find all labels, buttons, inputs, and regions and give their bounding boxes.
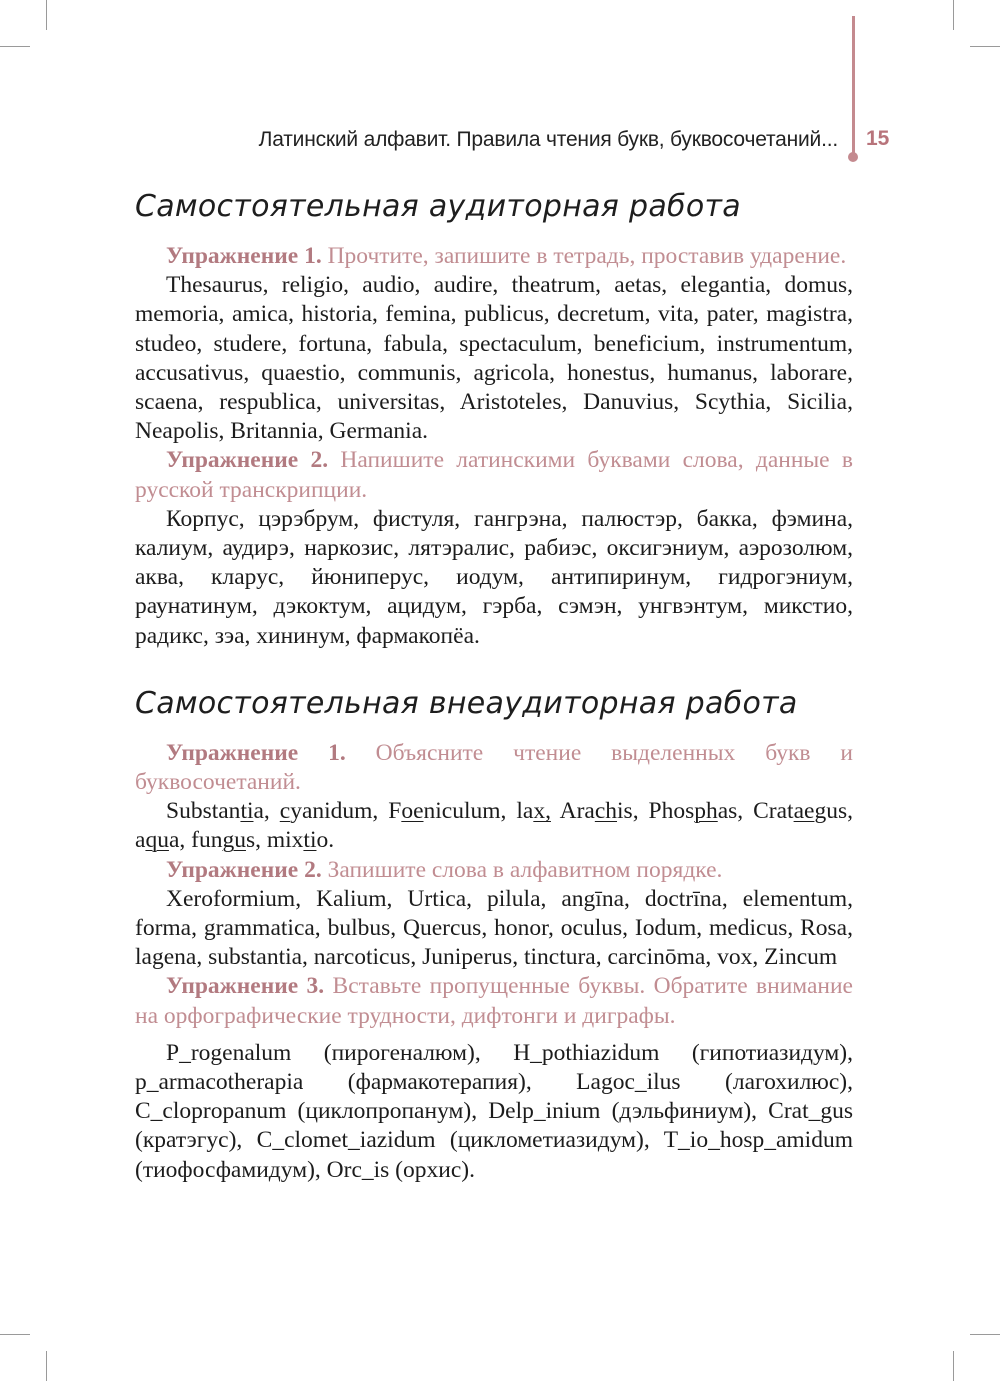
highlighted-letters: x,: [533, 798, 551, 825]
exercise-label: Упражнение 2.: [166, 447, 329, 474]
exercise-body: Thesaurus, religio, audio, audire, theatrum, aetas, elegantia, domus, memoria, amica, historia, femina, publicus, decretum, vita, pater, magistra, studeo, studere, fortuna, fabula, spectaculum, beneficium, instrumentum, accusativus, quaestio, communis, agricola, honestus, humanus, laborare, scaena, respublica, universitas, Aristoteles, Danuvius, Scythia, Sicilia, Neapolis, Britannia, Germania.: [135, 272, 853, 445]
latin-word: Crataegus,: [753, 798, 853, 825]
crop-mark: [953, 1351, 954, 1381]
running-head: Латинский алфавит. Правила чтения букв, буквосочетаний...: [258, 128, 838, 151]
crop-mark: [0, 46, 30, 47]
exercise-body-underlined: [135, 797, 853, 855]
highlighted-letters: ch: [594, 798, 618, 825]
exercise-body: Корпус, цэрэбрум, фистуля, гангрэна, палюстэр, бакка, фэмина, калиум, аудирэ, наркозис, лятэралис, рабиэс, оксигэниум, аэрозолюм, аква, кларус, йюниперус, иодум, антипиринум, гидрогэниум, раунатинум, дэкоктум, ацидум, гэрба, сэмэн, унгвэнтум, микстио, радикс, зэа, хининум, фармакопёа.: [135, 505, 853, 649]
exercise-instruction: [135, 242, 853, 271]
crop-mark: [953, 0, 954, 30]
highlighted-letters: ae: [793, 798, 815, 825]
crop-mark: [970, 46, 1000, 47]
highlighted-letters: ti: [303, 827, 317, 854]
exercise-label: Упражнение 1.: [166, 739, 346, 766]
instruction-text: Объясните чтение выделенных букв и буквосочетаний.: [135, 739, 854, 796]
highlighted-letters: ti: [240, 798, 254, 825]
instruction-text: Прочтите, запишите в тетрадь, проставив ударение.: [327, 243, 847, 269]
section-title-homework: Самостоятельная внеаудиторная работа: [135, 685, 798, 721]
latin-word: cyanidum,: [279, 798, 379, 825]
latin-word: lax,: [516, 798, 551, 825]
exercise-label: Упражнение 2.: [166, 856, 322, 883]
crop-mark: [46, 1351, 47, 1381]
latin-word: aqua,: [135, 827, 186, 854]
highlighted-letters: gu: [222, 827, 246, 854]
highlighted-letters: ph: [694, 798, 718, 825]
exercise-body: P_rogenalum (пирогеналюм), H_pothiazidum (гипотиазидум), p_armacotherapia (фармакотерапия), Lagoc_ilus (лагохилюс), C_cloрroрanum (циклопропанум), Delp_inium (дэльфиниум), Crat_gus (кратэгус), C_clomet_iazidum (циклометиазидум), T_io_hosp_amidum (тиофосфамидум), Orc_is (орхис).: [135, 1039, 853, 1183]
latin-word: Arachis,: [559, 798, 639, 825]
instruction-text: Запишите слова в алфавитном порядке.: [327, 856, 723, 883]
latin-word: mixtio.: [266, 827, 335, 854]
instruction-text: Напишите латинскими буквами слова, данные в русской транскрипции.: [135, 447, 853, 503]
latin-word: fungus,: [191, 827, 261, 854]
exercise-instruction: [135, 739, 853, 797]
latin-word: Foeniculum,: [388, 798, 507, 825]
section-title-classroom: Самостоятельная аудиторная работа: [135, 189, 741, 224]
instruction-text: Вставьте пропущенные буквы. Обратите внимание на орфографические трудности, дифтонги и диграфы.: [135, 973, 853, 1029]
exercise-instruction: [135, 446, 853, 504]
exercise-label: Упражнение 1.: [166, 243, 322, 269]
highlighted-letters: qu: [145, 827, 169, 854]
page-content: [135, 180, 853, 1185]
header-rule: [852, 16, 855, 156]
crop-mark: [970, 1334, 1000, 1335]
page-number: 15: [866, 127, 890, 150]
crop-mark: [0, 1334, 30, 1335]
latin-word: Substantia,: [166, 798, 270, 825]
exercise-body: Xeroformium, Kalium, Urtica, pilula, angīna, doctrīna, elementum, forma, grammatica, bulbus, Quercus, honor, oculus, Iodum, medicus, Rosa, lagena, substantia, narcoticus, Juniperus, tinctura, carcinōma, vox, Zincum: [135, 885, 853, 971]
crop-mark: [46, 0, 47, 30]
highlighted-letters: oe: [401, 798, 424, 825]
header-dot: [848, 152, 858, 162]
exercise-instruction: [135, 972, 853, 1030]
latin-word: Phosphas,: [648, 798, 744, 825]
exercise-label: Упражнение 3.: [166, 973, 325, 1000]
highlighted-letters: c: [279, 798, 291, 825]
exercise-instruction: [135, 856, 853, 885]
